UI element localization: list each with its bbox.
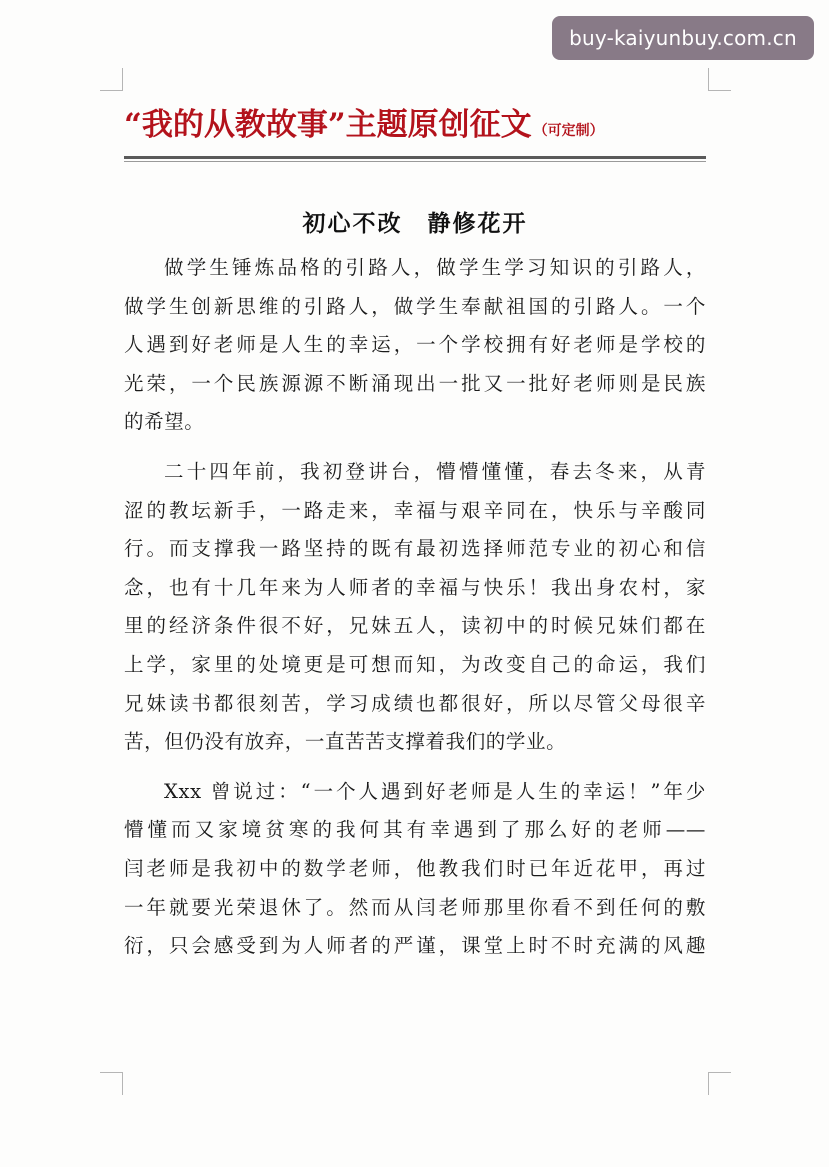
text-line: 人遇到好老师是人生的幸运，一个学校拥有好老师是学校的 [124,333,706,357]
text-line: 上学，家里的处境更是可想而知，为改变自己的命运，我们 [124,652,706,676]
header-subtitle: （可定制） [533,123,604,139]
header-rule [124,156,706,159]
crop-mark-top-right [708,68,731,91]
text-line: 苦，但仍没有放弃，一直苦苦支撑着我们的学业。 [124,730,567,754]
watermark-badge: buy-kaiyunbuy.com.cn [552,16,814,60]
paragraph-2 [124,453,706,762]
text-line: 衍，只会感受到为人师者的严谨，课堂上时不时充满的风趣 [124,934,706,958]
crop-mark-bottom-right [708,1072,731,1095]
text-line: 里的经济条件很不好，兄妹五人，读初中的时候兄妹们都在 [124,614,706,638]
paragraph-1 [124,249,706,442]
text-line: 光荣，一个民族源源不断涌现出一批又一批好老师则是民族 [124,371,706,395]
header-title [124,100,724,150]
header-rule-thin [124,161,706,162]
paragraph-3 [124,773,706,966]
crop-mark-bottom-left [100,1072,123,1095]
text-line: 兄妹读书都很刻苦，学习成绩也都很好，所以尽管父母很辛 [124,691,706,715]
text-line: 闫老师是我初中的数学老师，他教我们时已年近花甲，再过 [124,856,706,880]
text-line: 涩的教坛新手，一路走来，幸福与艰辛同在，快乐与辛酸同 [124,498,706,522]
text-line: 一年就要光荣退休了。然而从闫老师那里你看不到任何的敷 [124,895,706,919]
text-line: Xxx 曾说过：“一个人遇到好老师是人生的幸运！”年少 [164,779,706,803]
article-body [124,249,706,977]
text-line: 的希望。 [124,410,205,434]
text-line: 做学生锤炼品格的引路人，做学生学习知识的引路人， [164,256,706,279]
article-title: 初心不改 静修花开 [302,210,528,237]
crop-mark-top-left [100,68,123,91]
header-title-text: “我的从教故事”主题原创征文 [124,107,532,143]
text-line: 懵懂而又家境贫寒的我何其有幸遇到了那么好的老师—— [124,818,706,842]
text-line: 二十四年前，我初登讲台，懵懵懂懂，春去冬来，从青 [164,459,706,483]
text-line: 做学生创新思维的引路人，做学生奉献祖国的引路人。一个 [124,294,706,318]
text-line: 念，也有十几年来为人师者的幸福与快乐！我出身农村，家 [124,575,706,599]
text-line: 行。而支撑我一路坚持的既有最初选择师范专业的初心和信 [124,537,706,561]
